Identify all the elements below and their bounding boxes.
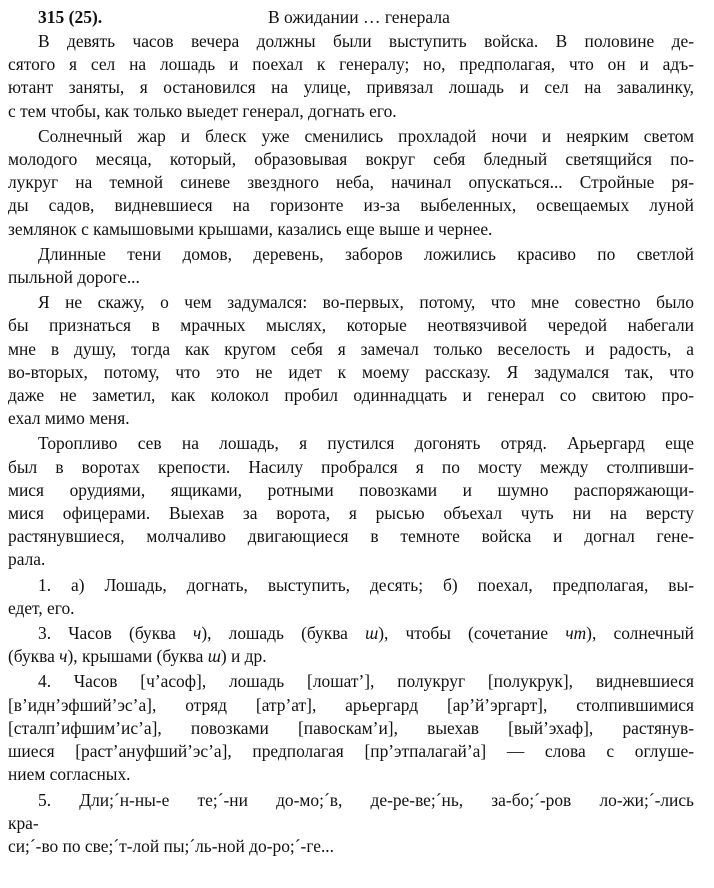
exercise-header (8, 6, 694, 30)
text-line: Солнечный жар и блеск уже сменились прохладой ночи и неярким светом (38, 125, 694, 146)
text-paragraph-2 (8, 125, 694, 241)
text-line: во-вторых, потому, что это не идет к моему рассказу. Я задумался так, что (8, 361, 694, 382)
text-line: нием согласных. (8, 764, 131, 785)
letter-example: чт (565, 623, 587, 644)
text-paragraph-3 (8, 243, 694, 289)
text-line (8, 645, 694, 668)
text-paragraph-4 (8, 291, 694, 430)
text-line: [сталп’ифшим’ис’а], повозками [павоскам’и], выехав [вый’эхаф], растянув- (8, 717, 694, 738)
text-line: с тем чтобы, как только выедет генерал, догнать его. (8, 100, 397, 121)
letter-example: ч (193, 623, 202, 644)
text-line: лукруг на темной синеве звездного неба, начинал опускаться... Стройные ря- (8, 172, 694, 193)
text-line: мне в душу, тогда как кругом себя я замечал только веселость и радость, а (8, 338, 694, 359)
answer-text: ), чтобы (сочетание (378, 623, 566, 644)
text-line: 5. Дли;´н-ны-е те;´-ни до-мо;´в, де-ре-ве;´нь, за-бо;´-ров ло-жи;´-лись (38, 789, 694, 810)
text-line: пыльной дороге... (8, 267, 140, 288)
text-line: кра- (8, 812, 39, 833)
text-line: ютант заняты, я остановился на улице, привязал лошадь и сел на завалинку, (8, 77, 694, 98)
text-line: растянувшиеся, молчаливо двигающиеся в темноте войска и догнал гене- (8, 526, 694, 547)
text-line: был в воротах крепости. Насилу пробрался я по мосту между столпивши- (8, 456, 694, 477)
text-line: Длинные тени домов, деревень, заборов ложились красиво по светлой (38, 243, 694, 264)
answer-1 (8, 574, 694, 620)
answer-3 (8, 622, 694, 668)
text-line (8, 622, 694, 645)
text-line: молодого месяца, который, образовывая вокруг себя бледный светящийся по- (8, 149, 694, 170)
text-line: [в’идн’эфший’эс’а], отряд [атр’ат], арьергард [ар’й’эргарт], столпившимися (8, 694, 694, 715)
exercise-title: В ожидании … генерала (268, 7, 450, 27)
answer-text: ), лошадь (буква (201, 623, 366, 644)
answer-text: (буква (8, 646, 60, 667)
text-line: даже не заметил, как колокол пробил одиннадцать и генерал со свитою про- (8, 385, 694, 406)
text-line: ды садов, видневшиеся на горизонте из-за выбеленных, освещаемых луной (8, 195, 694, 216)
answer-text: ), солнечный (586, 623, 694, 644)
answer-text: 3. Часов (буква (38, 623, 194, 644)
text-line: землянок с камышовыми крышами, казались еще выше и чернее. (8, 218, 493, 239)
answer-5 (8, 789, 694, 859)
answer-text: ) и др. (220, 646, 267, 667)
text-paragraph-1 (8, 30, 694, 123)
text-line: сятого я сел на лошадь и поехал к генералу; но, предполагая, что он и адъ- (8, 54, 694, 75)
text-line: ехал мимо меня. (8, 408, 130, 429)
text-line: мися орудиями, ящиками, ротными повозками и шумно распоряжающи- (8, 479, 694, 500)
text-line: рала. (8, 549, 46, 570)
letter-example: ч (59, 646, 68, 667)
answer-text: ), крышами (буква (67, 646, 208, 667)
text-line: 4. Часов [ч’асоф], лошадь [лошат’], полукруг [полукрук], видневшиеся (38, 671, 694, 692)
text-line: В девять часов вечера должны были выступить войска. В половине де- (38, 31, 694, 51)
exercise-number: 315 (25). (38, 7, 103, 27)
text-line: Я не скажу, о чем задумался: во-первых, потому, что мне совестно было (38, 292, 694, 313)
text-line: едет, его. (8, 597, 75, 618)
text-paragraph-5 (8, 432, 694, 571)
text-line: бы признаться в мрачных мыслях, которые неотвязчивой чередой набегали (8, 315, 694, 336)
text-line: си;´-во по све;´т-лой пы;´ль-ной до-ро;´-ге... (8, 835, 334, 856)
text-line: мися офицерами. Выехав за ворота, я рысью объехал чуть ни на версту (8, 503, 694, 524)
textbook-page (8, 6, 694, 860)
text-line: Торопливо сев на лошадь, я пустился догонять отряд. Арьергард еще (38, 433, 694, 454)
text-line: 1. а) Лошадь, догнать, выступить, десять; б) поехал, предполагая, вы- (38, 574, 694, 595)
text-line: шиеся [раст’ануфший’эс’а], предполагая [пр’этпалагай’а] — слова с оглуше- (8, 741, 694, 762)
letter-example: ш (365, 623, 379, 644)
answer-4 (8, 670, 694, 786)
letter-example: ш (207, 646, 221, 667)
